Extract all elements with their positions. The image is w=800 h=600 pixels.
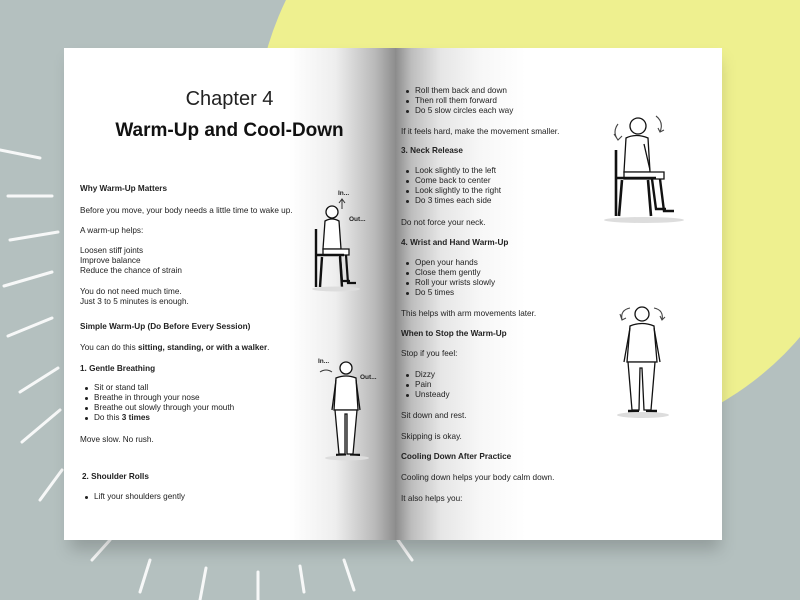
list-item: Dizzy bbox=[403, 370, 450, 380]
simple-warmup-heading: Simple Warm-Up (Do Before Every Session) bbox=[80, 322, 251, 331]
list-item: Do 5 slow circles each way bbox=[403, 106, 513, 116]
breath-out-label: Out... bbox=[349, 216, 366, 223]
wrist-list bbox=[403, 258, 495, 298]
breathing-list bbox=[82, 383, 234, 423]
stop-heading: When to Stop the Warm-Up bbox=[401, 329, 507, 338]
stop-intro: Stop if you feel: bbox=[401, 349, 458, 358]
list-item: Do 3 times each side bbox=[403, 196, 501, 206]
stop-note-1: Sit down and rest. bbox=[401, 411, 467, 420]
wrist-note: This helps with arm movements later. bbox=[401, 309, 537, 318]
time-line-1: You do not need much time. bbox=[80, 287, 182, 296]
shoulder-list bbox=[82, 492, 185, 502]
neck-list bbox=[403, 166, 501, 206]
breath-in-label: In... bbox=[338, 190, 350, 197]
seated-neck-release-figure-icon bbox=[598, 110, 694, 232]
chapter-title: Warm-Up and Cool-Down bbox=[115, 120, 344, 141]
breath-in-label: In... bbox=[318, 358, 330, 365]
standing-neck-release-figure-icon bbox=[608, 298, 678, 424]
standing-breathing-figure-icon bbox=[316, 360, 376, 464]
helps-item: Reduce the chance of strain bbox=[80, 266, 182, 275]
breathing-heading: 1. Gentle Breathing bbox=[80, 364, 156, 373]
stop-note-2: Skipping is okay. bbox=[401, 432, 462, 441]
list-item: Then roll them forward bbox=[403, 96, 513, 106]
list-item: Breathe in through your nose bbox=[82, 393, 234, 403]
neck-note: Do not force your neck. bbox=[401, 218, 486, 227]
wrist-heading: 4. Wrist and Hand Warm-Up bbox=[401, 238, 509, 247]
list-item: Look slightly to the right bbox=[403, 186, 501, 196]
helps-item: Improve balance bbox=[80, 256, 141, 265]
why-heading: Why Warm-Up Matters bbox=[80, 184, 168, 193]
time-line-2: Just 3 to 5 minutes is enough. bbox=[80, 297, 189, 306]
why-body: Before you move, your body needs a little time to wake up. bbox=[80, 206, 293, 215]
list-item: Do this 3 times bbox=[82, 413, 234, 423]
breath-out-label: Out... bbox=[360, 374, 377, 381]
cooldown-heading: Cooling Down After Practice bbox=[401, 452, 512, 461]
list-item: Pain bbox=[403, 380, 450, 390]
list-item: Open your hands bbox=[403, 258, 495, 268]
shoulder-list-continued bbox=[403, 86, 513, 116]
shoulder-note: If it feels hard, make the movement smaller. bbox=[401, 127, 560, 136]
list-item: Close them gently bbox=[403, 268, 495, 278]
helps-intro: A warm-up helps: bbox=[80, 226, 144, 235]
list-item: Roll your wrists slowly bbox=[403, 278, 495, 288]
list-item: Roll them back and down bbox=[403, 86, 513, 96]
shoulder-heading: 2. Shoulder Rolls bbox=[82, 472, 149, 481]
helps-item: Loosen stiff joints bbox=[80, 246, 144, 255]
list-item: Breathe out slowly through your mouth bbox=[82, 403, 234, 413]
breathing-note: Move slow. No rush. bbox=[80, 435, 154, 444]
chapter-number: Chapter 4 bbox=[185, 88, 274, 110]
list-item: Look slightly to the left bbox=[403, 166, 501, 176]
list-item: Unsteady bbox=[403, 390, 450, 400]
simple-warmup-body: You can do this sitting, standing, or with a walker. bbox=[80, 343, 270, 352]
cooldown-body: Cooling down helps your body calm down. bbox=[401, 473, 555, 482]
neck-heading: 3. Neck Release bbox=[401, 146, 463, 155]
stop-list bbox=[403, 370, 450, 400]
seated-breathing-figure-icon bbox=[300, 195, 380, 295]
list-item: Come back to center bbox=[403, 176, 501, 186]
list-item: Lift your shoulders gently bbox=[82, 492, 185, 502]
list-item: Do 5 times bbox=[403, 288, 495, 298]
cooldown-intro: It also helps you: bbox=[401, 494, 463, 503]
list-item: Sit or stand tall bbox=[82, 383, 234, 393]
